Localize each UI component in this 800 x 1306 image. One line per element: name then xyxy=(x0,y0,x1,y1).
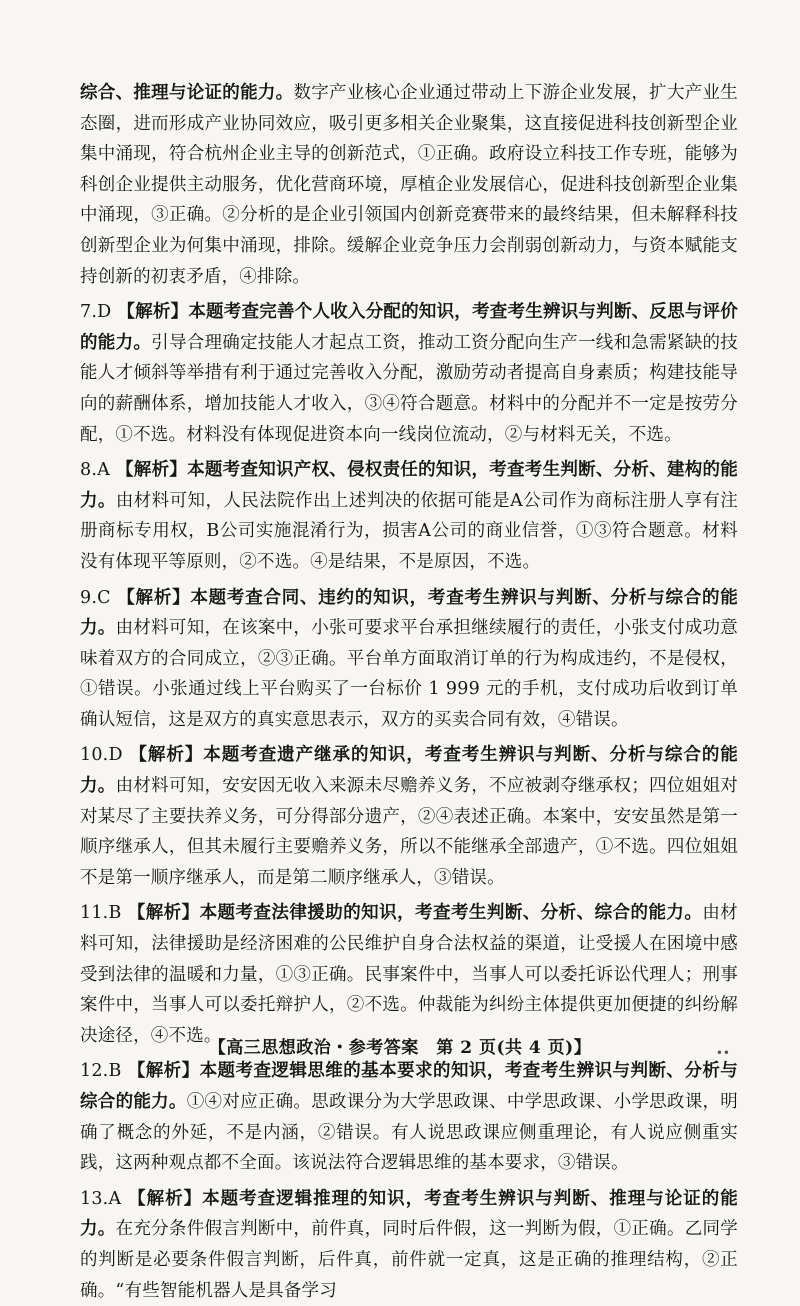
page-footer: 【高三思想政治・参考答案 第 2 页(共 4 页)】 xyxy=(208,1038,592,1058)
intro-lead: 综合、推理与论证的能力。 xyxy=(80,83,294,103)
analysis-tag: 【解析】 xyxy=(115,460,188,481)
question-lead: 本题考查法律援助的知识，考查考生判断、分析、综合的能力。 xyxy=(199,903,703,924)
question-text: 在充分条件假言判断中，前件真，同时后件假，这一判断为假，①正确。乙同学的判断是必要条件假言判断，后件真，前件就一定真，这是正确的推理结构，②正确。“有些智能机器人是具备学习 xyxy=(80,1219,738,1301)
answer-letter: D xyxy=(97,302,112,323)
question-number: 12. xyxy=(80,1061,109,1082)
question-11 xyxy=(80,898,738,1051)
question-10 xyxy=(80,740,738,893)
question-lead: 本题考查逻辑思维的基本要求的知识，考查考生辨识与判断、分析与综合的能力。 xyxy=(80,1061,738,1112)
answer-letter: B xyxy=(108,1061,122,1082)
question-13 xyxy=(80,1184,738,1306)
intro-paragraph xyxy=(80,78,738,292)
analysis-tag: 【解析】 xyxy=(127,1188,203,1209)
analysis-tag: 【解析】 xyxy=(128,745,204,766)
question-text: 由材料可知，法律援助是经济困难的公民维护自身合法权益的渠道，让受援人在困境中感受到法律的温暖和力量，①③正确。民事案件中，当事人可以委托诉讼代理人；刑事案件中，当事人可以委托辩护人，②不选。仲裁能为纠纷主体提供更加便捷的纠纷解决途径，④不选。 xyxy=(80,903,738,1046)
question-text: 由材料可知，安安因无收入来源未尽赡养义务，不应被剥夺继承权；四位姐姐对对某尽了主要扶养义务，可分得部分遗产，②④表述正确。本案中，安安虽然是第一顺序继承人，但其未履行主要赡养义务，所以不能继承全部遗产，①不选。四位姐姐不是第一顺序继承人，而是第二顺序继承人，③错误。 xyxy=(80,776,738,888)
corner-mark: •• xyxy=(715,1046,730,1060)
question-number: 8. xyxy=(80,460,98,481)
intro-text: 数字产业核心企业通过带动上下游企业发展，扩大产业生态圈，进而形成产业协同效应，吸引更多相关企业聚集，这直接促进科技创新型企业集中涌现，符合杭州企业主导的创新范式，①正确。政府设立科技工作专班，能够为科创企业提供主动服务，优化营商环境，厚植企业发展信心，促进科技创新型企业集中涌现，③正确。②分析的是企业引领国内创新竞赛带来的最终结果，但未解释科技创新型企业为何集中涌现，排除。缓解企业竞争压力会削弱创新动力，与资本赋能支持创新的初衷矛盾，④排除。 xyxy=(80,83,738,287)
question-lead: 本题考查合同、违约的知识，考查考生辨识与判断、分析与综合的能力。 xyxy=(80,587,738,639)
question-lead: 本题考查完善个人收入分配的知识，考查考生辨识与判断、反思与评价的能力。 xyxy=(80,302,738,353)
question-number: 11. xyxy=(80,903,109,924)
question-text: 由材料可知，在该案中，小张可要求平台承担继续履行的责任，小张支付成功意味着双方的合同成立，②③正确。平台单方面取消订单的行为构成违约，不是侵权，①错误。小张通过线上平台购买了一台标价 1 999 元的手机，支付成功后收到订单确认短信，这是双方的真实意思表示，双方的买卖合同有效，④错误。 xyxy=(80,618,738,730)
analysis-tag: 【解析】 xyxy=(117,302,189,323)
analysis-tag: 【解析】 xyxy=(127,1061,200,1082)
answer-letter: A xyxy=(108,1188,122,1209)
question-number: 13. xyxy=(80,1188,109,1209)
question-lead: 本题考查知识产权、侵权责任的知识，考查考生判断、分析、建构的能力。 xyxy=(80,460,738,511)
question-number: 7. xyxy=(80,302,98,323)
question-lead: 本题考查逻辑推理的知识，考查考生辨识与判断、推理与论证的能力。 xyxy=(80,1188,738,1240)
question-text: 引导合理确定技能人才起点工资，推动工资分配向生产一线和急需紧缺的技能人才倾斜等举措有利于通过完善收入分配，激励劳动者提高自身素质；构建技能导向的薪酬体系，增加技能人才收入，③④符合题意。材料中的分配并不一定是按劳分配，①不选。材料没有体现促进资本向一线岗位流动，②与材料无关，不选。 xyxy=(80,332,738,445)
question-12 xyxy=(80,1056,738,1178)
question-text: ①④对应正确。思政课分为大学思政课、中学思政课、小学思政课，明确了概念的外延，不是内涵，②错误。有人说思政课应侧重理论，有人说应侧重实践，这两种观点都不全面。该说法符合逻辑思维的基本要求，③错误。 xyxy=(80,1092,738,1174)
analysis-tag: 【解析】 xyxy=(116,587,191,608)
answer-letter: D xyxy=(108,745,123,766)
question-number: 9. xyxy=(80,587,98,608)
analysis-tag: 【解析】 xyxy=(127,903,200,924)
question-text: 由材料可知，人民法院作出上述判决的依据可能是A公司作为商标注册人享有注册商标专用权，B公司实施混淆行为，损害A公司的商业信誉，①③符合题意。材料没有体现平等原则，②不选。④是结果，不是原因，不选。 xyxy=(80,490,738,572)
question-9 xyxy=(80,583,738,736)
question-lead: 本题考查遗产继承的知识，考查考生辨识与判断、分析与综合的能力。 xyxy=(80,745,738,797)
question-7 xyxy=(80,297,738,450)
answer-letter: B xyxy=(108,903,122,924)
question-8 xyxy=(80,455,738,577)
answer-letter: C xyxy=(97,587,111,608)
answer-letter: A xyxy=(97,460,110,481)
question-number: 10. xyxy=(80,745,109,766)
